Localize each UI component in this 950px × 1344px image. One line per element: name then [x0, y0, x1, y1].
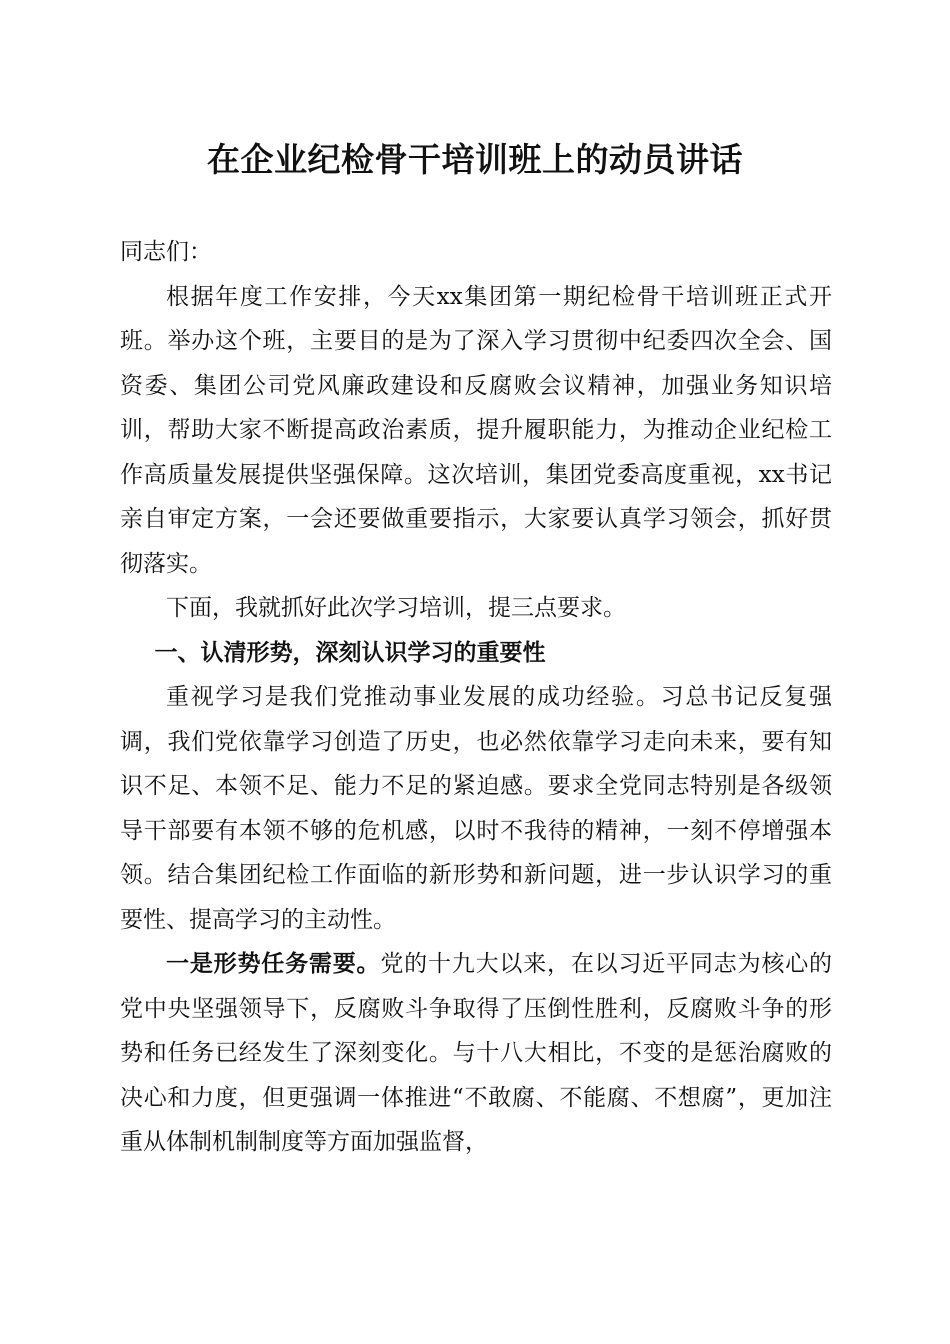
paragraph-opening: 根据年度工作安排，今天xx集团第一期纪检骨干培训班正式开班。举办这个班，主要目的是为了深入学习贯彻中纪委四次全会、国资委、集团公司党风廉政建设和反腐败会议精神，加强业务知识培训，帮助大家不断提高政治素质，提升履职能力，为推动企业纪检工作高质量发展提供坚强保障。这次培训，集团党委高度重视，xx书记亲自审定方案，一会还要做重要指示，大家要认真学习领会，抓好贯彻落实。	[120, 283, 832, 577]
paragraph-point1	[120, 942, 832, 1165]
paragraph-requirements-intro: 下面，我就抓好此次学习培训，提三点要求。	[166, 595, 626, 621]
section-heading-1: 一、认清形势，深刻认识学习的重要性	[154, 639, 546, 666]
document-title: 在企业纪检骨干培训班上的动员讲话	[207, 140, 743, 179]
point1-lead: 一是形势任务需要。	[166, 950, 381, 977]
point1-text: 党的十九大以来，在以习近平同志为核心的党中央坚强领导下，反腐败斗争取得了压倒性胜利，反腐败斗争的形势和任务已经发生了深刻变化。与十八大相比，不变的是惩治腐败的决心和力度，但更强调一体推进“不敢腐、不能腐、不想腐”，更加注重从体制机制制度等方面加强监督，	[120, 951, 833, 1155]
document-body	[120, 230, 832, 1165]
paragraph-section1: 重视学习是我们党推动事业发展的成功经验。习总书记反复强调，我们党依靠学习创造了历史，也必然依靠学习走向未来，要有知识不足、本领不足、能力不足的紧迫感。要求全党同志特别是各级领导干部要有本领不够的危机感，以时不我待的精神，一刻不停增强本领。结合集团纪检工作面临的新形势和新问题，进一步认识学习的重要性、提高学习的主动性。	[120, 684, 832, 933]
salutation: 同志们：	[120, 239, 212, 265]
